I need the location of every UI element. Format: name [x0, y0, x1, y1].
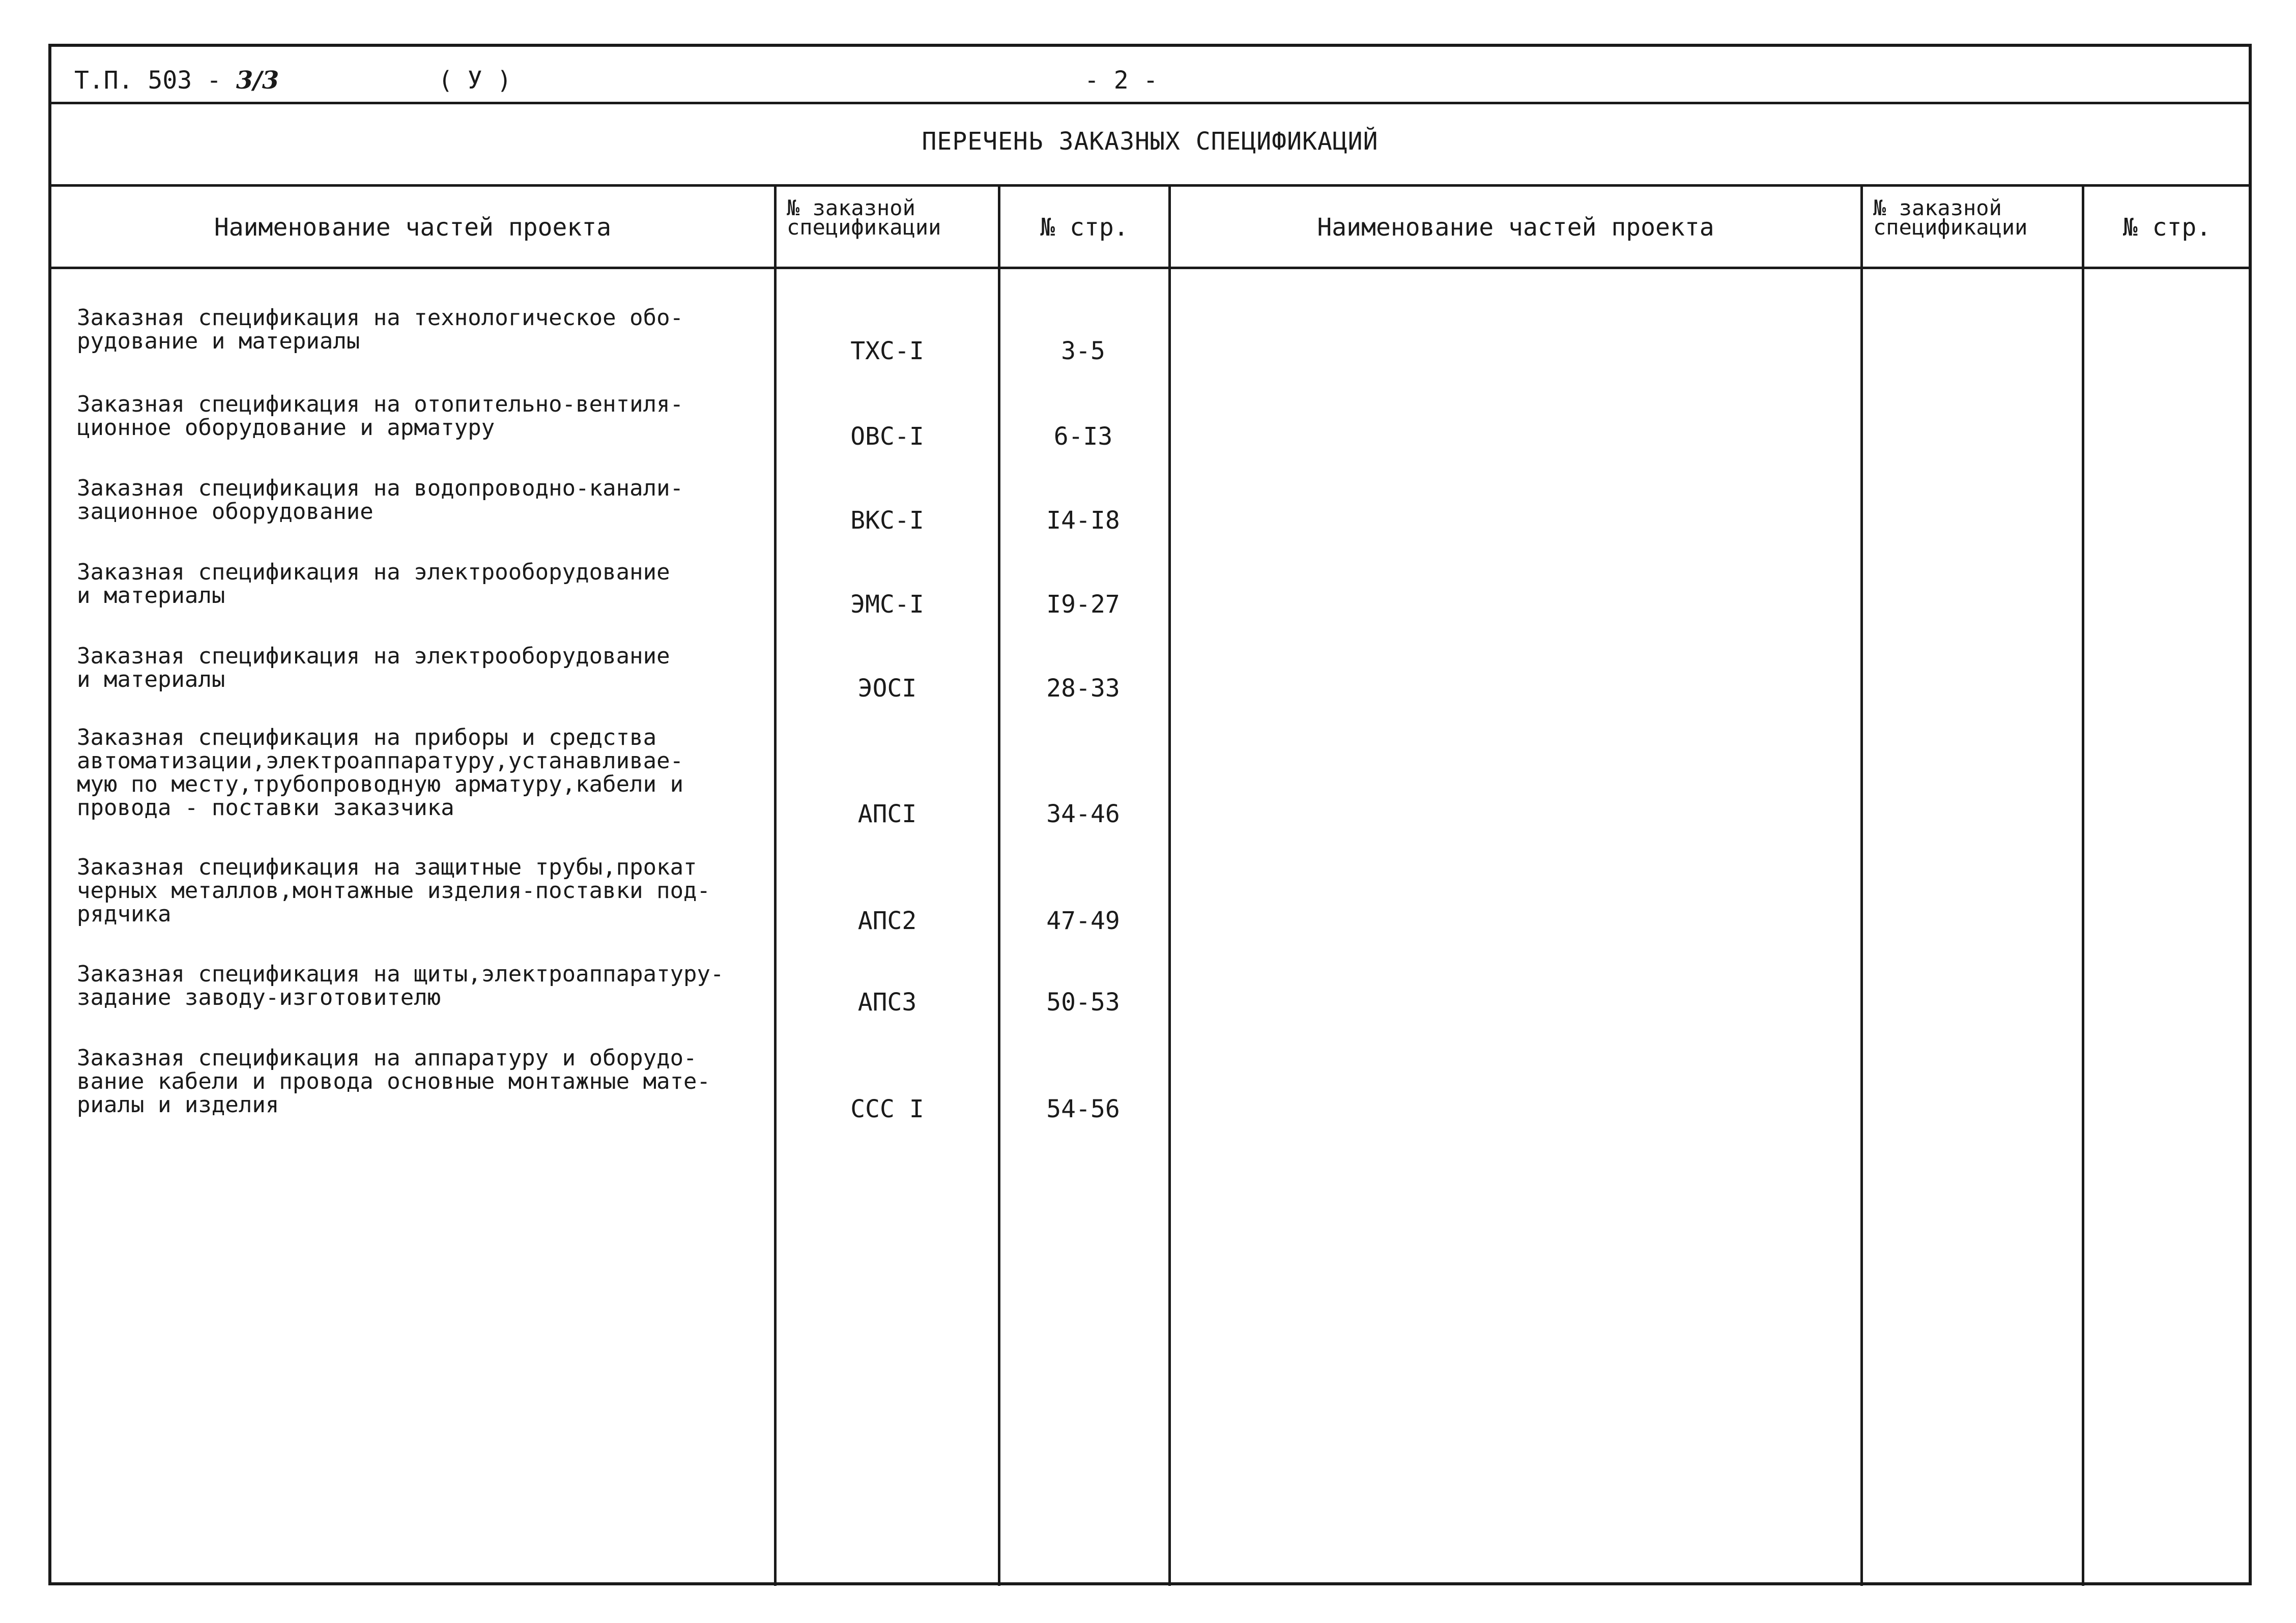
row-spec-number: ССС I [850, 1095, 924, 1123]
row-part-name: Заказная спецификация на электрооборудование и материалы [77, 643, 670, 692]
row-pages: 50-53 [1046, 988, 1120, 1017]
document-code-prefix: Т.П. 503 - [74, 66, 221, 95]
document-code [74, 66, 279, 95]
column-header-name: Наименование частей проекта [214, 213, 612, 242]
column-header-spec: № заказной спецификации [787, 195, 941, 240]
row-part-name: Заказная спецификация на технологическое обо- рудование и материалы [77, 305, 684, 354]
page-number: - 2 - [1084, 66, 1158, 95]
row-part-name: Заказная спецификация на отопительно-вентиля- ционное оборудование и арматуру [77, 391, 684, 441]
row-part-name: Заказная спецификация на электрооборудование и материалы [77, 559, 670, 608]
row-part-name: Заказная спецификация на аппаратуру и оборудо- вание кабели и провода основные монтажные мате- риалы и изделия [77, 1045, 711, 1118]
document-code-handwritten: 3/3 [236, 66, 279, 95]
row-spec-number: АПС2 [857, 907, 917, 935]
column-header-divider [51, 267, 2249, 269]
document-title: ПЕРЕЧЕНЬ ЗАКАЗНЫХ СПЕЦИФИКАЦИЙ [922, 127, 1379, 156]
row-spec-number: ОВС-I [850, 422, 924, 451]
column-divider-3 [1168, 184, 1171, 1586]
row-spec-number: ВКС-I [850, 506, 924, 535]
row-pages: 28-33 [1046, 674, 1120, 703]
row-pages: 54-56 [1046, 1095, 1120, 1123]
column-header-name-right: Наименование частей проекта [1317, 213, 1714, 242]
row-part-name: Заказная спецификация на защитные трубы,прокат черных металлов,монтажные изделия-поставки под- рядчика [77, 854, 711, 927]
row-part-name: Заказная спецификация на приборы и средства автоматизации,электроаппаратуру,устанавливае- мую по месту,трубопроводную арматуру,кабели и провода - поставки заказчика [77, 724, 684, 821]
column-divider-1 [774, 184, 777, 1586]
row-part-name: Заказная спецификация на водопроводно-канали- зационное оборудование [77, 475, 684, 525]
header-divider [51, 102, 2249, 104]
row-spec-number: ТХС-I [850, 337, 924, 365]
column-header-spec-right: № заказной спецификации [1873, 195, 2028, 240]
document-sheet [48, 44, 2252, 1585]
row-part-name: Заказная спецификация на щиты,электроаппаратуру- задание заводу-изготовителю [77, 961, 724, 1010]
title-divider [51, 184, 2249, 187]
column-header-pages: № стр. [1040, 213, 1129, 242]
row-spec-number: ЭОСI [857, 674, 917, 703]
row-pages: I4-I8 [1046, 506, 1120, 535]
row-pages: 47-49 [1046, 907, 1120, 935]
row-pages: I9-27 [1046, 590, 1120, 619]
row-spec-number: АПС3 [857, 988, 917, 1017]
document-variant: ( У ) [438, 66, 512, 95]
column-divider-2 [998, 184, 1000, 1586]
row-pages: 34-46 [1046, 800, 1120, 828]
row-spec-number: ЭМС-I [850, 590, 924, 619]
row-spec-number: АПСI [857, 800, 917, 828]
row-pages: 3-5 [1061, 337, 1105, 365]
column-header-pages-right: № стр. [2122, 213, 2212, 242]
row-pages: 6-I3 [1053, 422, 1113, 451]
column-divider-4 [1860, 184, 1863, 1586]
column-divider-5 [2082, 184, 2084, 1586]
